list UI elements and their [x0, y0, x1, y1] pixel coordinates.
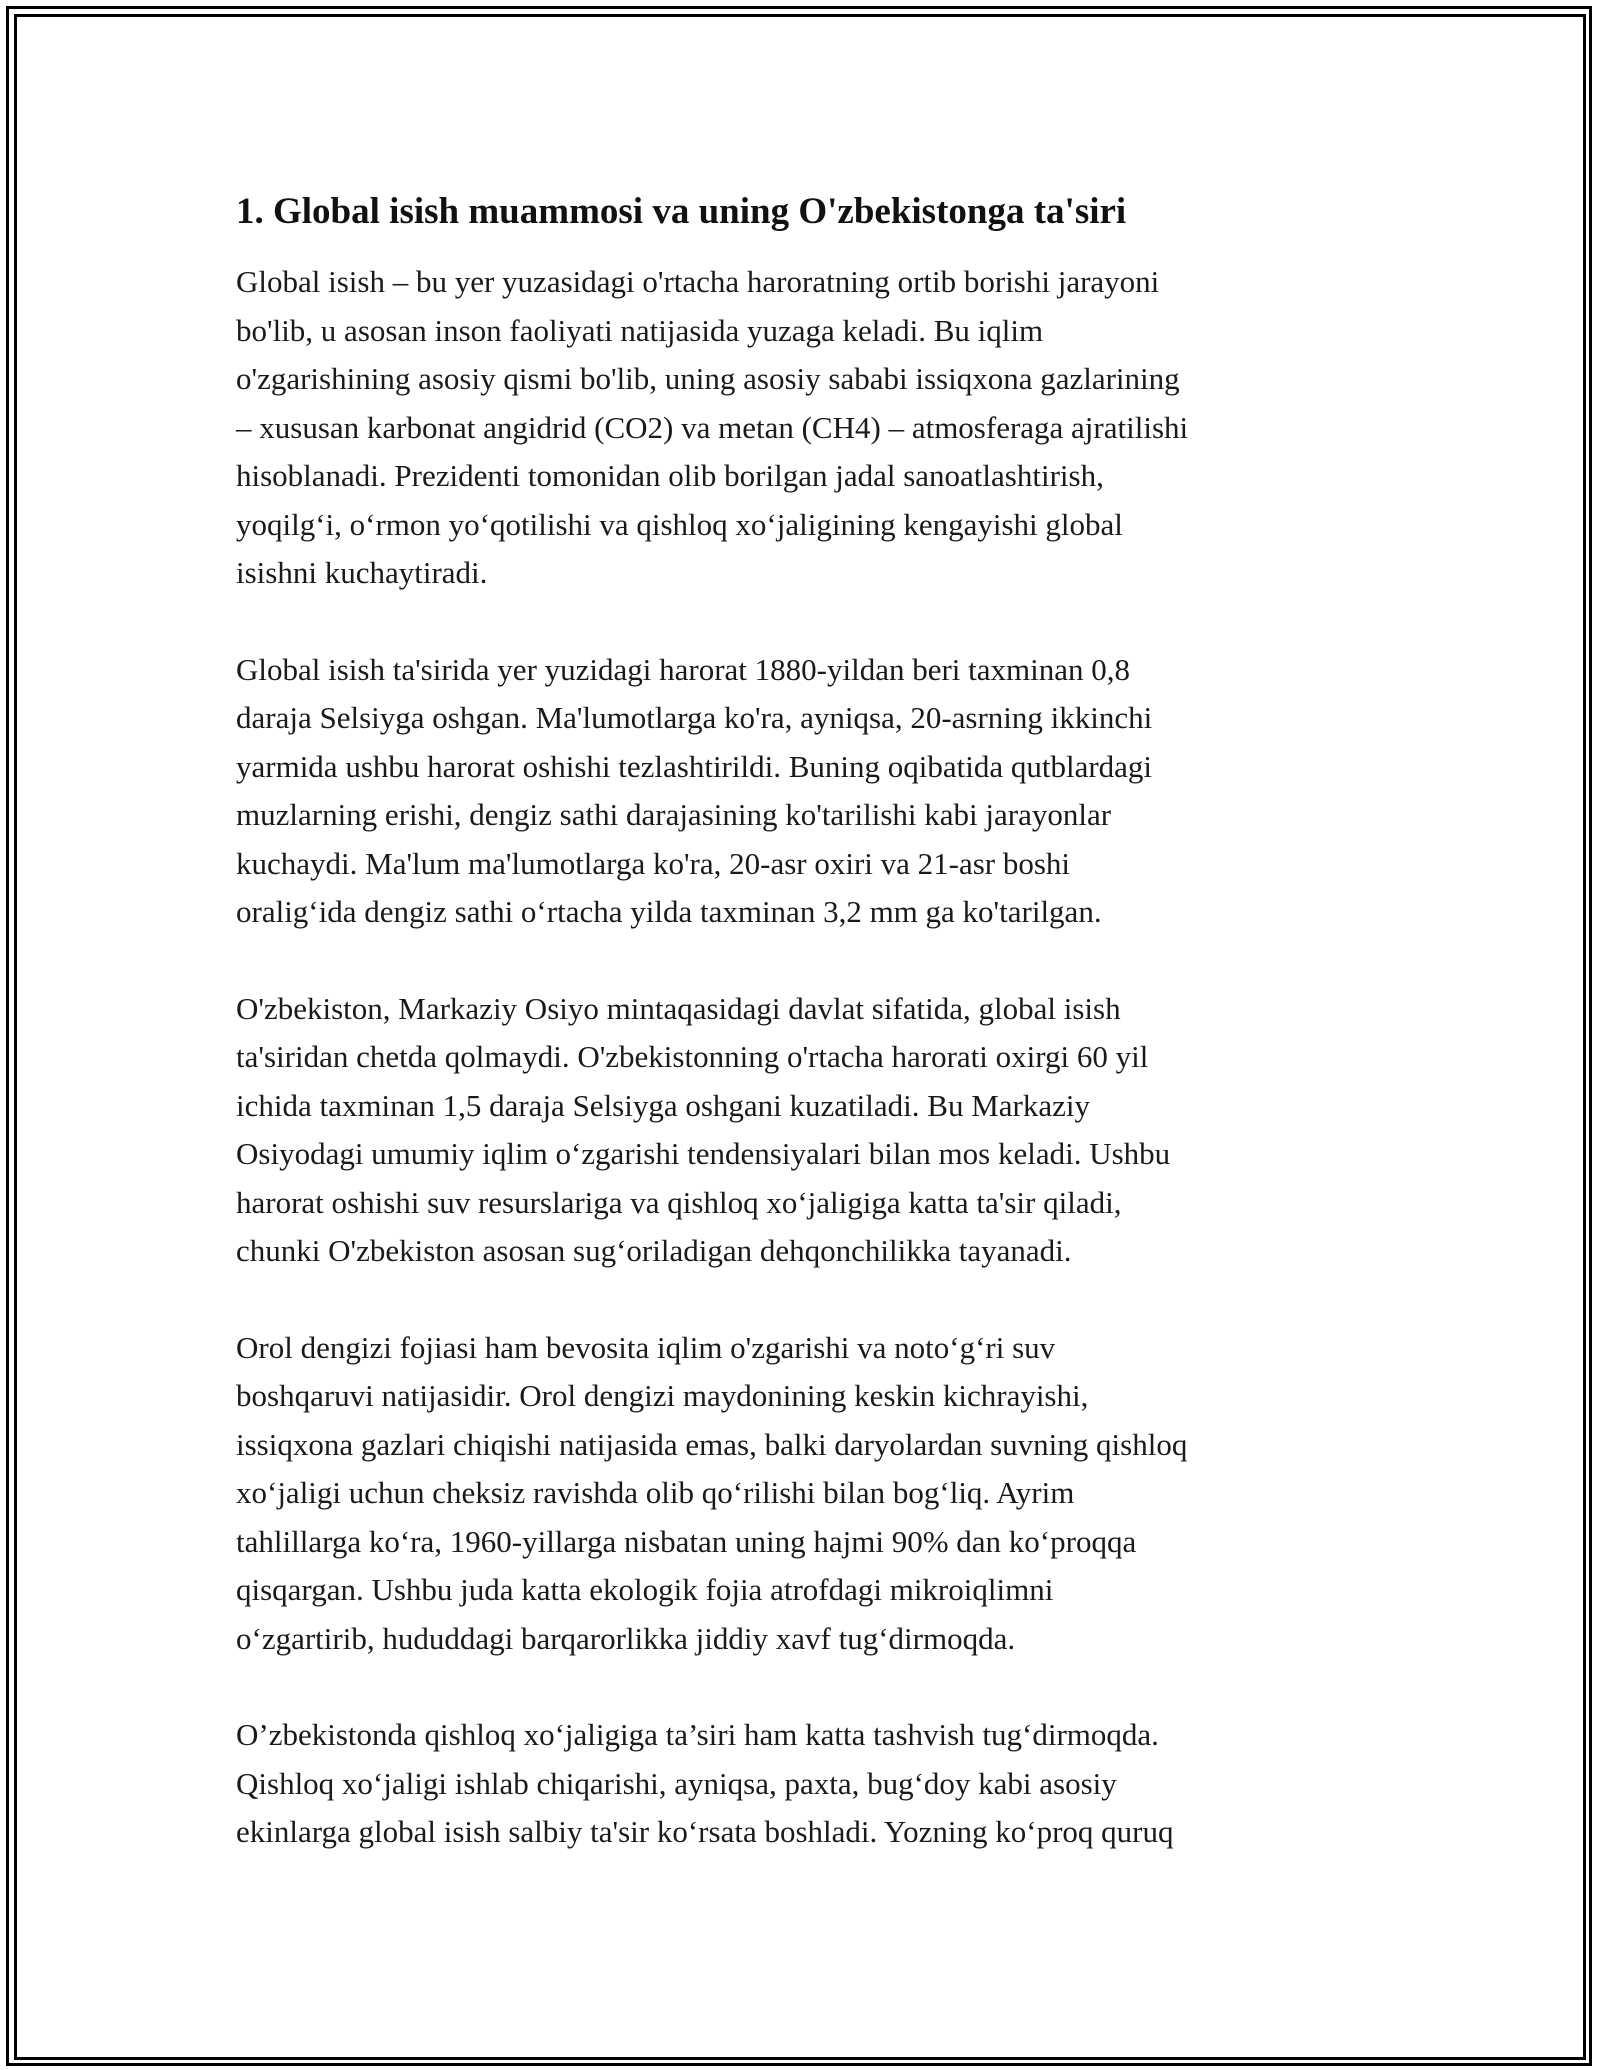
text-line: o‘zgartirib, hududdagi barqarorlikka jiddiy xavf tug‘dirmoqda.: [236, 1620, 1016, 1656]
text-line: muzlarning erishi, dengiz sathi darajasining ko'tarilishi kabi jarayonlar: [236, 797, 1112, 832]
text-line: boshqaruvi natijasidir. Orol dengizi maydonining keskin kichrayishi,: [236, 1378, 1089, 1413]
text-line: O’zbekistonda qishloq xo‘jaligiga ta’siri ham katta tashvish tug‘dirmoqda.: [236, 1717, 1159, 1752]
text-line: chunki O'zbekiston asosan sug‘oriladigan dehqonchilikka tayanadi.: [236, 1233, 1072, 1268]
text-line: qisqargan. Ushbu juda katta ekologik fojia atrofdagi mikroiqlimni: [236, 1572, 1054, 1607]
paragraph-4: [236, 1324, 1366, 1664]
text-line: yarmida ushbu harorat oshishi tezlashtirildi. Buning oqibatida qutblardagi: [236, 748, 1153, 784]
paragraph-1: [236, 258, 1366, 598]
text-line: Osiyodagi umumiy iqlim o‘zgarishi tendensiyalari bilan mos keladi. Ushbu: [236, 1136, 1171, 1171]
text-line: Global isish ta'sirida yer yuzidagi harorat 1880-yildan beri taxminan 0,8: [236, 651, 1131, 687]
text-line: hisoblanadi. Prezidenti tomonidan olib borilgan jadal sanoatlashtirish,: [236, 458, 1104, 493]
text-line: ichida taxminan 1,5 daraja Selsiyga oshgani kuzatiladi. Bu Markaziy: [236, 1087, 1090, 1123]
text-line: bo'lib, u asosan inson faoliyati natijasida yuzaga keladi. Bu iqlim: [236, 312, 1044, 348]
text-line: harorat oshishi suv resurslariga va qishloq xo‘jaligiga katta ta'sir qiladi,: [236, 1184, 1122, 1220]
text-line: yoqilg‘i, o‘rmon yo‘qotilishi va qishloq xo‘jaligining kengayishi global: [236, 506, 1123, 542]
document-body: [236, 186, 1366, 1905]
paragraph-2: [236, 646, 1366, 937]
text-line: – xususan karbonat angidrid (CO2) va metan (CH4) – atmosferaga ajratilishi: [236, 409, 1189, 445]
text-line: Global isish – bu yer yuzasidagi o'rtacha haroratning ortib borishi jarayoni: [236, 264, 1160, 299]
text-line: O'zbekiston, Markaziy Osiyo mintaqasidagi davlat sifatida, global isish: [236, 990, 1121, 1026]
text-line: ekinlarga global isish salbiy ta'sir ko‘rsata boshladi. Yozning ko‘proq quruq: [236, 1814, 1174, 1849]
text-line: issiqxona gazlari chiqishi natijasida emas, balki daryolardan suvning qishloq: [236, 1426, 1188, 1462]
text-line: Orol dengizi fojiasi ham bevosita iqlim o'zgarishi va noto‘g‘ri suv: [236, 1329, 1056, 1365]
text-line: oralig‘ida dengiz sathi o‘rtacha yilda taxminan 3,2 mm ga ko'tarilgan.: [236, 894, 1102, 929]
text-line: isishni kuchaytiradi.: [236, 555, 488, 590]
text-line: tahlillarga ko‘ra, 1960-yillarga nisbatan uning hajmi 90% dan ko‘proqqa: [236, 1523, 1137, 1559]
text-line: kuchaydi. Ma'lum ma'lumotlarga ko'ra, 20-asr oxiri va 21-asr boshi: [236, 845, 1071, 881]
paragraph-list: [236, 258, 1366, 1857]
text-line: daraja Selsiyga oshgan. Ma'lumotlarga ko'ra, ayniqsa, 20-asrning ikkinchi: [236, 700, 1153, 735]
paragraph-3: [236, 985, 1366, 1276]
text-line: Qishloq xo‘jaligi ishlab chiqarishi, ayniqsa, paxta, bug‘doy kabi asosiy: [236, 1765, 1117, 1801]
text-line: xo‘jaligi uchun cheksiz ravishda olib qo‘rilishi bilan bog‘liq. Ayrim: [236, 1475, 1075, 1510]
text-line: o'zgarishining asosiy qismi bo'lib, uning asosiy sababi issiqxona gazlarining: [236, 361, 1180, 396]
document-title: 1. Global isish muammosi va uning O'zbekistonga ta'siri: [236, 191, 1127, 232]
text-line: ta'siridan chetda qolmaydi. O'zbekistonning o'rtacha harorati oxirgi 60 yil: [236, 1039, 1149, 1074]
paragraph-5: [236, 1711, 1366, 1857]
